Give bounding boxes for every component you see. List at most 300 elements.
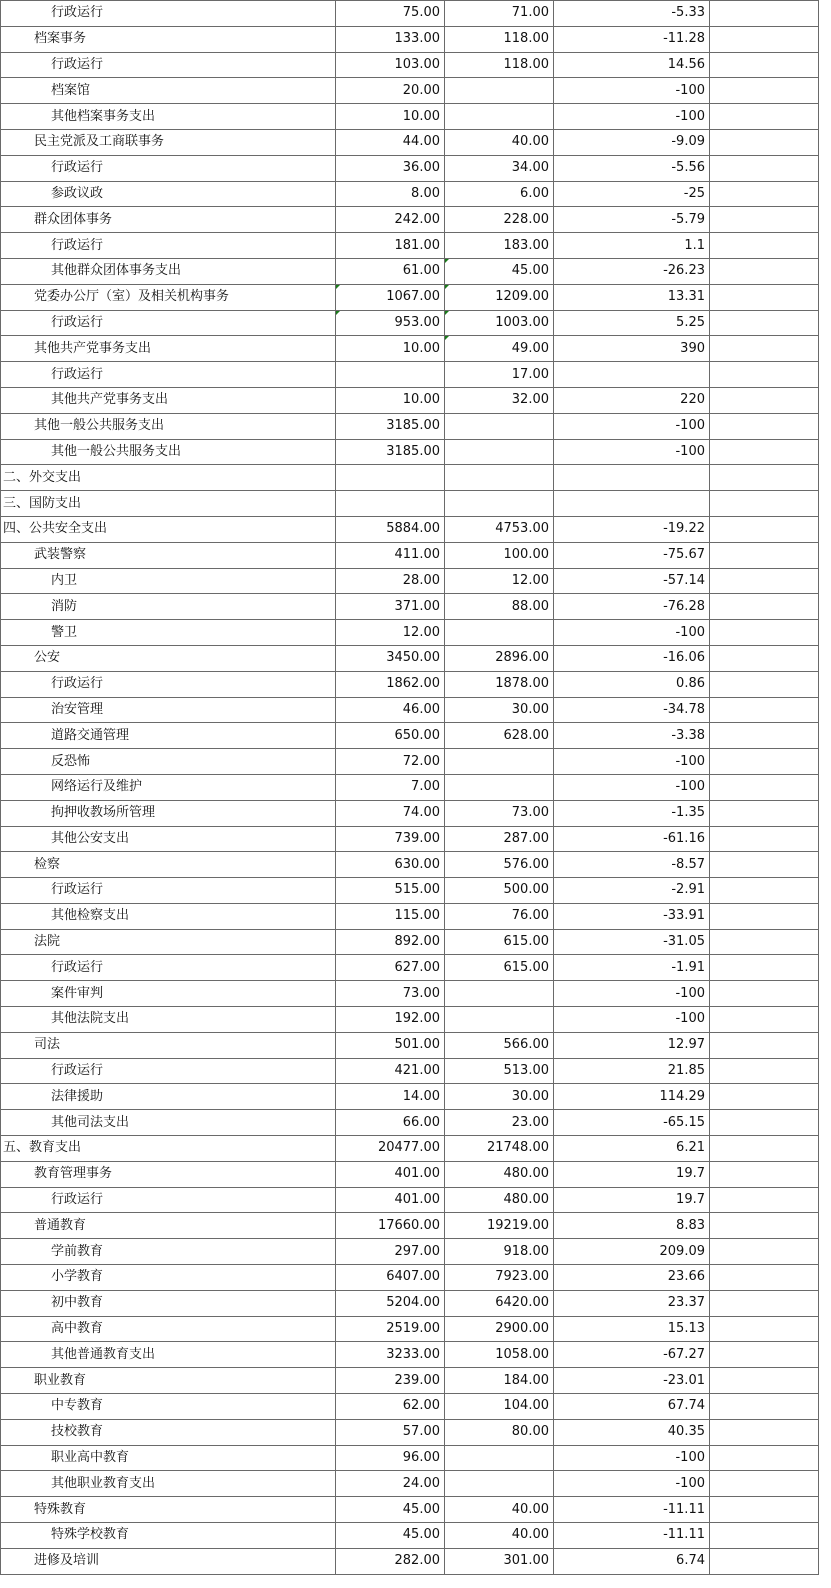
empty-cell: [710, 955, 819, 981]
table-body: [1, 1, 819, 1575]
empty-cell: [710, 362, 819, 388]
previous-year-value-cell: [336, 362, 445, 388]
table-row: [1, 1213, 819, 1239]
previous-year-value-cell: 10.00: [336, 104, 445, 130]
change-percent-cell: -5.33: [554, 1, 710, 27]
table-row: [1, 1187, 819, 1213]
empty-cell: [710, 1032, 819, 1058]
current-year-value-cell: 513.00: [445, 1058, 554, 1084]
change-percent-cell: 1.1: [554, 233, 710, 259]
change-percent-cell: -19.22: [554, 516, 710, 542]
empty-cell: [710, 181, 819, 207]
current-year-value-cell: 45.00: [445, 258, 554, 284]
current-year-value-cell: [445, 78, 554, 104]
empty-cell: [710, 465, 819, 491]
change-percent-cell: -1.91: [554, 955, 710, 981]
table-row: [1, 671, 819, 697]
current-year-value-cell: [445, 749, 554, 775]
current-year-value-cell: [445, 104, 554, 130]
change-percent-cell: -5.56: [554, 155, 710, 181]
current-year-value-cell: 40.00: [445, 1497, 554, 1523]
current-year-value-cell: 301.00: [445, 1548, 554, 1574]
empty-cell: [710, 1471, 819, 1497]
empty-cell: [710, 1523, 819, 1549]
table-row: [1, 749, 819, 775]
table-row: [1, 439, 819, 465]
previous-year-value-cell: 401.00: [336, 1187, 445, 1213]
change-percent-cell: -100: [554, 620, 710, 646]
empty-cell: [710, 620, 819, 646]
current-year-value-cell: 6.00: [445, 181, 554, 207]
previous-year-value-cell: 10.00: [336, 336, 445, 362]
category-name-cell: 职业高中教育: [1, 1445, 336, 1471]
previous-year-value-cell: 73.00: [336, 981, 445, 1007]
empty-cell: [710, 1110, 819, 1136]
empty-cell: [710, 697, 819, 723]
previous-year-value-cell: 239.00: [336, 1368, 445, 1394]
change-percent-cell: 19.7: [554, 1161, 710, 1187]
change-percent-cell: -100: [554, 1007, 710, 1033]
table-row: [1, 413, 819, 439]
empty-cell: [710, 491, 819, 517]
category-name-cell: 其他普通教育支出: [1, 1342, 336, 1368]
empty-cell: [710, 826, 819, 852]
previous-year-value-cell: 401.00: [336, 1161, 445, 1187]
current-year-value-cell: [445, 465, 554, 491]
change-percent-cell: -57.14: [554, 568, 710, 594]
empty-cell: [710, 1548, 819, 1574]
table-row: [1, 1419, 819, 1445]
current-year-value-cell: 628.00: [445, 723, 554, 749]
table-row: [1, 1445, 819, 1471]
category-name-cell: 其他公安支出: [1, 826, 336, 852]
current-year-value-cell: [445, 1471, 554, 1497]
table-row: [1, 284, 819, 310]
empty-cell: [710, 1290, 819, 1316]
empty-cell: [710, 1187, 819, 1213]
category-name-cell: 其他一般公共服务支出: [1, 439, 336, 465]
table-row: [1, 207, 819, 233]
previous-year-value-cell: [336, 491, 445, 517]
category-name-cell: 高中教育: [1, 1316, 336, 1342]
previous-year-value-cell: 181.00: [336, 233, 445, 259]
current-year-value-cell: 73.00: [445, 800, 554, 826]
change-percent-cell: 6.74: [554, 1548, 710, 1574]
empty-cell: [710, 52, 819, 78]
change-percent-cell: 15.13: [554, 1316, 710, 1342]
current-year-value-cell: 32.00: [445, 387, 554, 413]
previous-year-value-cell: 282.00: [336, 1548, 445, 1574]
current-year-value-cell: 88.00: [445, 594, 554, 620]
current-year-value-cell: 104.00: [445, 1394, 554, 1420]
category-name-cell: 其他档案事务支出: [1, 104, 336, 130]
empty-cell: [710, 1394, 819, 1420]
category-name-cell: 司法: [1, 1032, 336, 1058]
category-name-cell: 行政运行: [1, 878, 336, 904]
previous-year-value-cell: 57.00: [336, 1419, 445, 1445]
category-name-cell: 行政运行: [1, 310, 336, 336]
change-percent-cell: 0.86: [554, 671, 710, 697]
table-row: [1, 155, 819, 181]
change-percent-cell: 21.85: [554, 1058, 710, 1084]
empty-cell: [710, 439, 819, 465]
category-name-cell: 拘押收教场所管理: [1, 800, 336, 826]
table-row: [1, 1032, 819, 1058]
empty-cell: [710, 723, 819, 749]
current-year-value-cell: 100.00: [445, 542, 554, 568]
table-row: [1, 981, 819, 1007]
table-row: [1, 516, 819, 542]
empty-cell: [710, 568, 819, 594]
empty-cell: [710, 155, 819, 181]
change-percent-cell: -100: [554, 1471, 710, 1497]
change-percent-cell: -11.11: [554, 1523, 710, 1549]
category-name-cell: 二、外交支出: [1, 465, 336, 491]
table-row: [1, 1316, 819, 1342]
current-year-value-cell: 1003.00: [445, 310, 554, 336]
change-percent-cell: -65.15: [554, 1110, 710, 1136]
change-percent-cell: -1.35: [554, 800, 710, 826]
previous-year-value-cell: 192.00: [336, 1007, 445, 1033]
table-row: [1, 258, 819, 284]
category-name-cell: 行政运行: [1, 1187, 336, 1213]
empty-cell: [710, 1497, 819, 1523]
table-row: [1, 697, 819, 723]
empty-cell: [710, 929, 819, 955]
change-percent-cell: 23.37: [554, 1290, 710, 1316]
category-name-cell: 消防: [1, 594, 336, 620]
previous-year-value-cell: 45.00: [336, 1497, 445, 1523]
change-percent-cell: -9.09: [554, 129, 710, 155]
previous-year-value-cell: 371.00: [336, 594, 445, 620]
category-name-cell: 治安管理: [1, 697, 336, 723]
change-percent-cell: 12.97: [554, 1032, 710, 1058]
table-row: [1, 491, 819, 517]
current-year-value-cell: 615.00: [445, 929, 554, 955]
table-row: [1, 52, 819, 78]
current-year-value-cell: 80.00: [445, 1419, 554, 1445]
empty-cell: [710, 1161, 819, 1187]
category-name-cell: 其他共产党事务支出: [1, 336, 336, 362]
empty-cell: [710, 310, 819, 336]
previous-year-value-cell: 20477.00: [336, 1136, 445, 1162]
empty-cell: [710, 1445, 819, 1471]
category-name-cell: 行政运行: [1, 155, 336, 181]
current-year-value-cell: 287.00: [445, 826, 554, 852]
current-year-value-cell: 23.00: [445, 1110, 554, 1136]
current-year-value-cell: [445, 491, 554, 517]
change-percent-cell: 23.66: [554, 1265, 710, 1291]
previous-year-value-cell: 66.00: [336, 1110, 445, 1136]
category-name-cell: 法律援助: [1, 1084, 336, 1110]
category-name-cell: 网络运行及维护: [1, 774, 336, 800]
table-row: [1, 1058, 819, 1084]
category-name-cell: 其他法院支出: [1, 1007, 336, 1033]
previous-year-value-cell: 1067.00: [336, 284, 445, 310]
table-row: [1, 1394, 819, 1420]
previous-year-value-cell: 12.00: [336, 620, 445, 646]
previous-year-value-cell: 36.00: [336, 155, 445, 181]
category-name-cell: 案件审判: [1, 981, 336, 1007]
category-name-cell: 其他共产党事务支出: [1, 387, 336, 413]
empty-cell: [710, 258, 819, 284]
table-row: [1, 878, 819, 904]
category-name-cell: 技校教育: [1, 1419, 336, 1445]
table-row: [1, 1548, 819, 1574]
previous-year-value-cell: 650.00: [336, 723, 445, 749]
change-percent-cell: [554, 362, 710, 388]
previous-year-value-cell: 7.00: [336, 774, 445, 800]
current-year-value-cell: 228.00: [445, 207, 554, 233]
previous-year-value-cell: 242.00: [336, 207, 445, 233]
previous-year-value-cell: 2519.00: [336, 1316, 445, 1342]
category-name-cell: 检察: [1, 852, 336, 878]
change-percent-cell: -33.91: [554, 903, 710, 929]
category-name-cell: 五、教育支出: [1, 1136, 336, 1162]
change-percent-cell: -11.11: [554, 1497, 710, 1523]
previous-year-value-cell: 62.00: [336, 1394, 445, 1420]
empty-cell: [710, 1368, 819, 1394]
category-name-cell: 行政运行: [1, 52, 336, 78]
category-name-cell: 教育管理事务: [1, 1161, 336, 1187]
category-name-cell: 初中教育: [1, 1290, 336, 1316]
previous-year-value-cell: 61.00: [336, 258, 445, 284]
previous-year-value-cell: 3450.00: [336, 645, 445, 671]
change-percent-cell: 209.09: [554, 1239, 710, 1265]
change-percent-cell: -3.38: [554, 723, 710, 749]
current-year-value-cell: 576.00: [445, 852, 554, 878]
previous-year-value-cell: 44.00: [336, 129, 445, 155]
change-percent-cell: -100: [554, 774, 710, 800]
previous-year-value-cell: 5204.00: [336, 1290, 445, 1316]
current-year-value-cell: 118.00: [445, 52, 554, 78]
empty-cell: [710, 1, 819, 27]
table-row: [1, 774, 819, 800]
category-name-cell: 行政运行: [1, 362, 336, 388]
change-percent-cell: -8.57: [554, 852, 710, 878]
change-percent-cell: -16.06: [554, 645, 710, 671]
table-row: [1, 78, 819, 104]
change-percent-cell: -100: [554, 104, 710, 130]
current-year-value-cell: 480.00: [445, 1161, 554, 1187]
category-name-cell: 特殊教育: [1, 1497, 336, 1523]
table-row: [1, 1239, 819, 1265]
category-name-cell: 中专教育: [1, 1394, 336, 1420]
empty-cell: [710, 233, 819, 259]
table-row: [1, 104, 819, 130]
previous-year-value-cell: 20.00: [336, 78, 445, 104]
category-name-cell: 道路交通管理: [1, 723, 336, 749]
category-name-cell: 学前教育: [1, 1239, 336, 1265]
change-percent-cell: 220: [554, 387, 710, 413]
category-name-cell: 武装警察: [1, 542, 336, 568]
change-percent-cell: 5.25: [554, 310, 710, 336]
table-row: [1, 1265, 819, 1291]
empty-cell: [710, 1007, 819, 1033]
change-percent-cell: 40.35: [554, 1419, 710, 1445]
previous-year-value-cell: 17660.00: [336, 1213, 445, 1239]
current-year-value-cell: 34.00: [445, 155, 554, 181]
change-percent-cell: -100: [554, 78, 710, 104]
category-name-cell: 其他一般公共服务支出: [1, 413, 336, 439]
previous-year-value-cell: 72.00: [336, 749, 445, 775]
table-row: [1, 362, 819, 388]
change-percent-cell: 390: [554, 336, 710, 362]
current-year-value-cell: 17.00: [445, 362, 554, 388]
previous-year-value-cell: 1862.00: [336, 671, 445, 697]
current-year-value-cell: 76.00: [445, 903, 554, 929]
table-row: [1, 1136, 819, 1162]
change-percent-cell: -100: [554, 981, 710, 1007]
empty-cell: [710, 1419, 819, 1445]
change-percent-cell: 14.56: [554, 52, 710, 78]
current-year-value-cell: 480.00: [445, 1187, 554, 1213]
change-percent-cell: -2.91: [554, 878, 710, 904]
table-row: [1, 233, 819, 259]
category-name-cell: 小学教育: [1, 1265, 336, 1291]
change-percent-cell: 13.31: [554, 284, 710, 310]
category-name-cell: 内卫: [1, 568, 336, 594]
current-year-value-cell: [445, 1007, 554, 1033]
previous-year-value-cell: 133.00: [336, 26, 445, 52]
category-name-cell: 档案馆: [1, 78, 336, 104]
table-row: [1, 852, 819, 878]
change-percent-cell: -34.78: [554, 697, 710, 723]
previous-year-value-cell: 3233.00: [336, 1342, 445, 1368]
current-year-value-cell: 30.00: [445, 697, 554, 723]
current-year-value-cell: 21748.00: [445, 1136, 554, 1162]
current-year-value-cell: [445, 439, 554, 465]
empty-cell: [710, 207, 819, 233]
previous-year-value-cell: 115.00: [336, 903, 445, 929]
current-year-value-cell: [445, 1445, 554, 1471]
table-row: [1, 1368, 819, 1394]
table-row: [1, 800, 819, 826]
empty-cell: [710, 516, 819, 542]
current-year-value-cell: [445, 981, 554, 1007]
table-row: [1, 1523, 819, 1549]
previous-year-value-cell: 411.00: [336, 542, 445, 568]
empty-cell: [710, 1239, 819, 1265]
previous-year-value-cell: 103.00: [336, 52, 445, 78]
table-row: [1, 542, 819, 568]
current-year-value-cell: [445, 413, 554, 439]
category-name-cell: 三、国防支出: [1, 491, 336, 517]
empty-cell: [710, 774, 819, 800]
previous-year-value-cell: 24.00: [336, 1471, 445, 1497]
category-name-cell: 其他检察支出: [1, 903, 336, 929]
current-year-value-cell: 2900.00: [445, 1316, 554, 1342]
category-name-cell: 警卫: [1, 620, 336, 646]
change-percent-cell: [554, 465, 710, 491]
change-percent-cell: -76.28: [554, 594, 710, 620]
previous-year-value-cell: 28.00: [336, 568, 445, 594]
previous-year-value-cell: 630.00: [336, 852, 445, 878]
previous-year-value-cell: 46.00: [336, 697, 445, 723]
previous-year-value-cell: 10.00: [336, 387, 445, 413]
table-row: [1, 955, 819, 981]
category-name-cell: 行政运行: [1, 671, 336, 697]
current-year-value-cell: 49.00: [445, 336, 554, 362]
empty-cell: [710, 26, 819, 52]
table-row: [1, 1110, 819, 1136]
category-name-cell: 其他职业教育支出: [1, 1471, 336, 1497]
table-row: [1, 1342, 819, 1368]
table-row: [1, 387, 819, 413]
empty-cell: [710, 387, 819, 413]
table-row: [1, 594, 819, 620]
empty-cell: [710, 284, 819, 310]
table-row: [1, 26, 819, 52]
previous-year-value-cell: 3185.00: [336, 439, 445, 465]
change-percent-cell: -100: [554, 439, 710, 465]
empty-cell: [710, 1136, 819, 1162]
change-percent-cell: -100: [554, 1445, 710, 1471]
category-name-cell: 档案事务: [1, 26, 336, 52]
table-row: [1, 181, 819, 207]
current-year-value-cell: 566.00: [445, 1032, 554, 1058]
empty-cell: [710, 800, 819, 826]
table-row: [1, 723, 819, 749]
table-row: [1, 620, 819, 646]
table-row: [1, 1290, 819, 1316]
empty-cell: [710, 1084, 819, 1110]
change-percent-cell: -100: [554, 749, 710, 775]
table-row: [1, 826, 819, 852]
empty-cell: [710, 981, 819, 1007]
current-year-value-cell: 71.00: [445, 1, 554, 27]
category-name-cell: 其他司法支出: [1, 1110, 336, 1136]
current-year-value-cell: 40.00: [445, 129, 554, 155]
change-percent-cell: -61.16: [554, 826, 710, 852]
change-percent-cell: 114.29: [554, 1084, 710, 1110]
empty-cell: [710, 78, 819, 104]
empty-cell: [710, 852, 819, 878]
change-percent-cell: -23.01: [554, 1368, 710, 1394]
previous-year-value-cell: 892.00: [336, 929, 445, 955]
previous-year-value-cell: 45.00: [336, 1523, 445, 1549]
empty-cell: [710, 749, 819, 775]
change-percent-cell: -75.67: [554, 542, 710, 568]
previous-year-value-cell: 627.00: [336, 955, 445, 981]
category-name-cell: 普通教育: [1, 1213, 336, 1239]
previous-year-value-cell: 8.00: [336, 181, 445, 207]
empty-cell: [710, 1316, 819, 1342]
current-year-value-cell: 4753.00: [445, 516, 554, 542]
empty-cell: [710, 594, 819, 620]
previous-year-value-cell: 96.00: [336, 1445, 445, 1471]
table-row: [1, 1007, 819, 1033]
table-row: [1, 568, 819, 594]
table-row: [1, 465, 819, 491]
table-row: [1, 1471, 819, 1497]
change-percent-cell: -11.28: [554, 26, 710, 52]
empty-cell: [710, 1213, 819, 1239]
previous-year-value-cell: 739.00: [336, 826, 445, 852]
current-year-value-cell: 1209.00: [445, 284, 554, 310]
previous-year-value-cell: [336, 465, 445, 491]
previous-year-value-cell: 297.00: [336, 1239, 445, 1265]
current-year-value-cell: 1878.00: [445, 671, 554, 697]
category-name-cell: 特殊学校教育: [1, 1523, 336, 1549]
current-year-value-cell: [445, 620, 554, 646]
current-year-value-cell: 918.00: [445, 1239, 554, 1265]
table-row: [1, 929, 819, 955]
change-percent-cell: [554, 491, 710, 517]
current-year-value-cell: 118.00: [445, 26, 554, 52]
previous-year-value-cell: 74.00: [336, 800, 445, 826]
empty-cell: [710, 129, 819, 155]
